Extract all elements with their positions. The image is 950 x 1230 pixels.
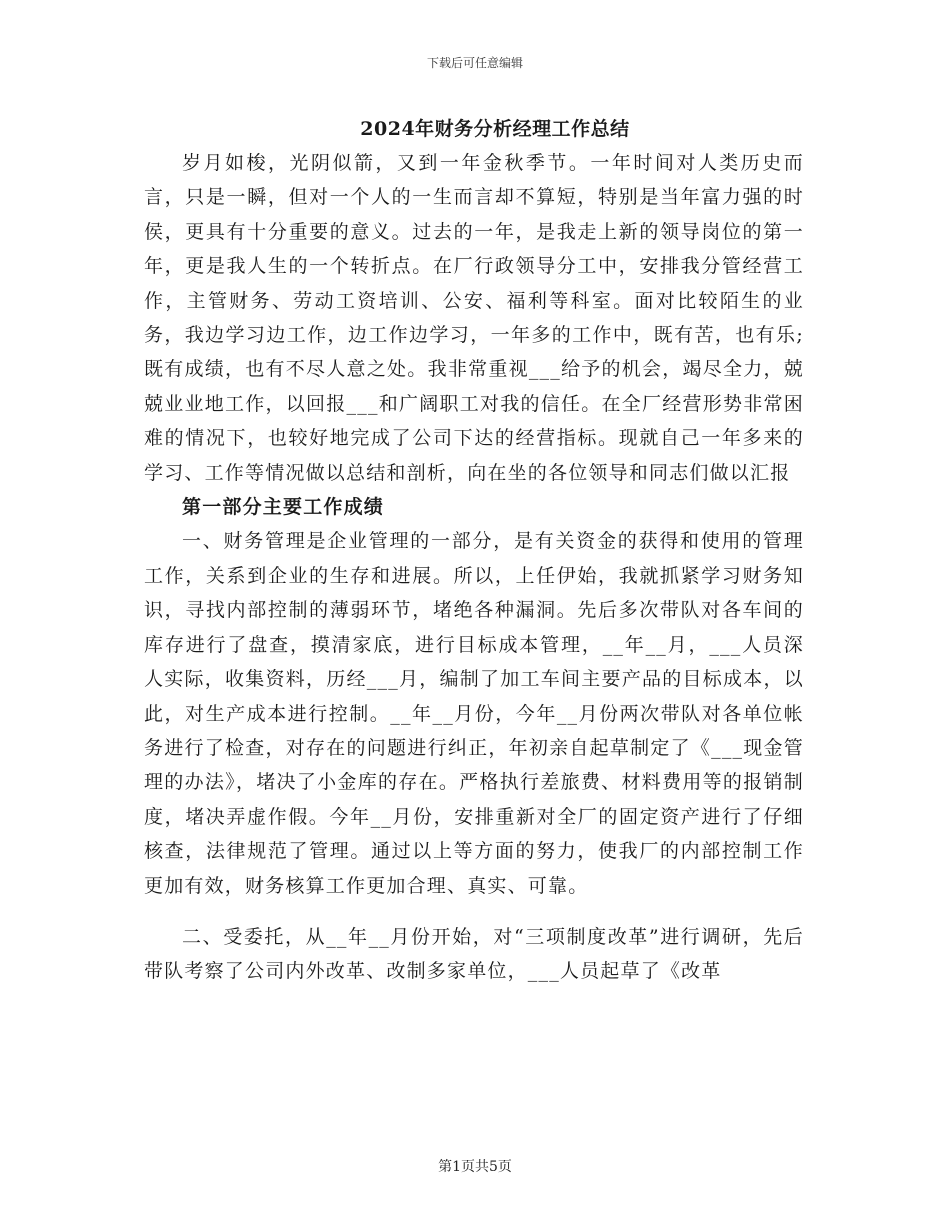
paragraph-item-1: 一、财务管理是企业管理的一部分，是有关资金的获得和使用的管理工作，关系到企业的生存和进展。所以，上任伊始，我就抓紧学习财务知识，寻找内部控制的薄弱环节，堵绝各种漏洞。先后多次带队对各车间的库存进行了盘查，摸清家底，进行目标成本管理，__年__月，___人员深人实际，收集资料，历经___月，编制了加工车间主要产品的目标成本，以此，对生产成本进行控制。__年__月份，今年__月份两次带队对各单位帐务进行了检查，对存在的问题进行纠正，年初亲自起草制定了《___现金管理的办法》，堵决了小金库的存在。严格执行差旅费、材料费用等的报销制度，堵决弄虚作假。今年__月份，安排重新对全厂的固定资产进行了仔细核查，法律规范了管理。通过以上等方面的努力，使我厂的内部控制工作更加有效，财务核算工作更加合理、真实、可靠。 (144, 530, 804, 897)
document-body (144, 146, 804, 989)
page-number: 第1页共5页 (438, 1159, 512, 1175)
document-title: 2024年财务分析经理工作总结 (360, 118, 630, 140)
paragraph-item-2: 二、受委托，从__年__月份开始，对“三项制度改革”进行调研，先后带队考察了公司内外改革、改制多家单位，___人员起草了《改革 (144, 925, 804, 983)
intro-paragraph: 岁月如梭，光阴似箭，又到一年金秋季节。一年时间对人类历史而言，只是一瞬，但对一个人的一生而言却不算短，特别是当年富力强的时侯，更具有十分重要的意义。过去的一年，是我走上新的领导岗位的第一年，更是我人生的一个转折点。在厂行政领导分工中，安排我分管经营工作，主管财务、劳动工资培训、公安、福利等科室。面对比较陌生的业务，我边学习边工作，边工作边学习，一年多的工作中，既有苦，也有乐;既有成绩，也有不尽人意之处。我非常重视___给予的机会，竭尽全力，兢兢业业地工作，以回报___和广阔职工对我的信任。在全厂经营形势非常困难的情况下，也较好地完成了公司下达的经营指标。现就自己一年多来的学习、工作等情况做以总结和剖析，向在坐的各位领导和同志们做以汇报 (144, 152, 804, 484)
section-heading: 第一部分主要工作成绩 (182, 496, 385, 519)
header-note: 下载后可任意编辑 (426, 56, 523, 70)
